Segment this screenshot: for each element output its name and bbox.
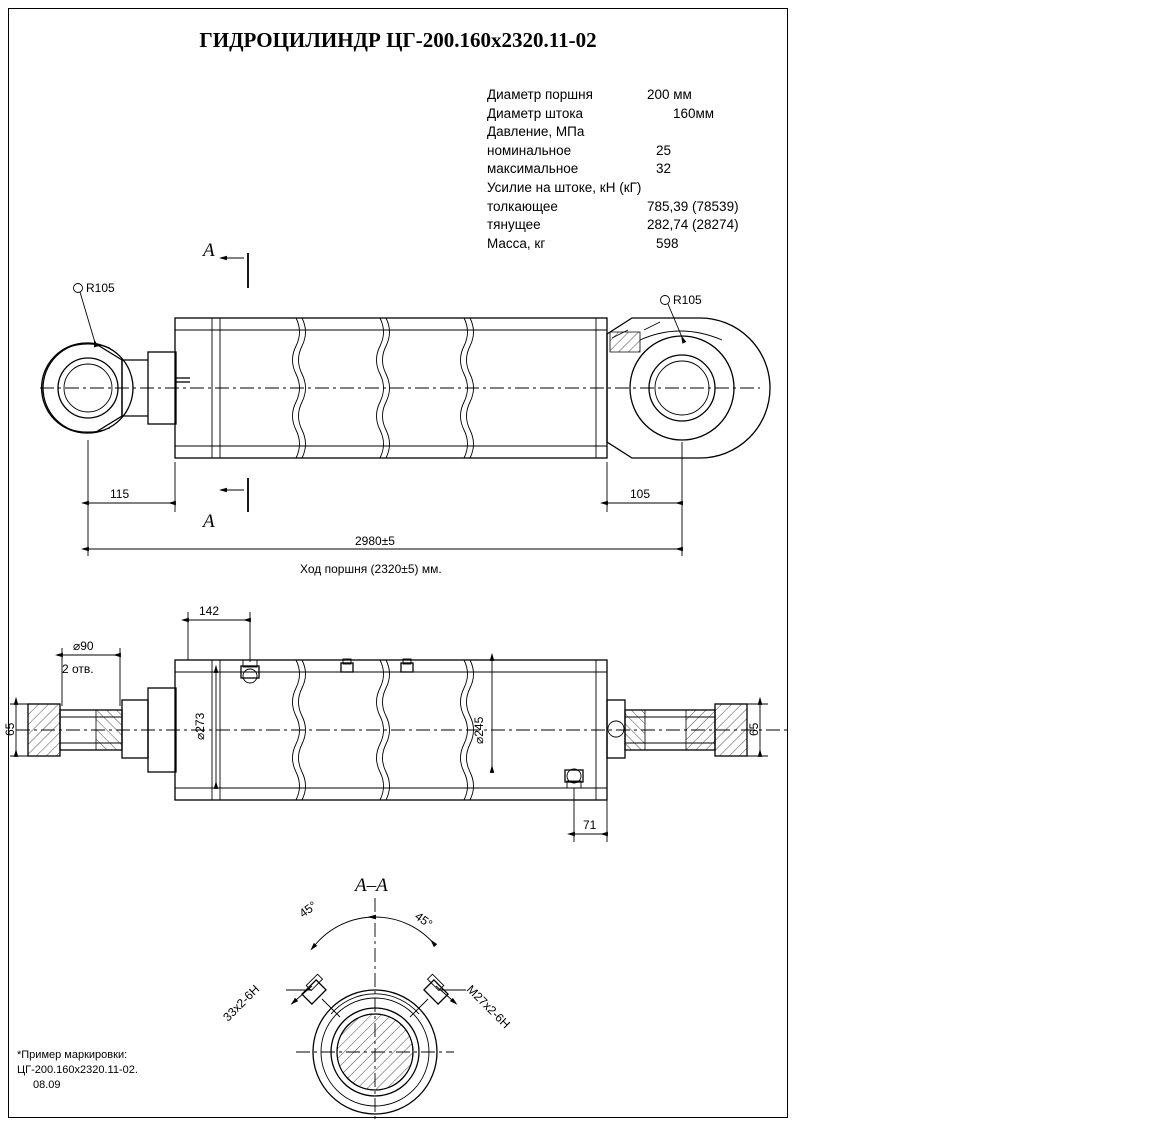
section-mark-a-top — [201, 240, 248, 288]
port-fitting-2 — [341, 659, 353, 672]
spec-key: Давление, МПа — [487, 124, 585, 140]
spec-value: 160мм — [673, 105, 715, 121]
dim-65-right: 65 — [747, 722, 761, 736]
dim-d245: ⌀245 — [472, 716, 486, 744]
note-line-3: 08.09 — [33, 1079, 61, 1091]
view-section-aa — [220, 875, 513, 1120]
section-letter-a-top: A — [203, 240, 215, 261]
dim-142-group — [188, 604, 250, 662]
dim-d273-group — [193, 672, 216, 788]
dim-d245-group — [472, 660, 492, 772]
spec-key: толкающее — [487, 198, 558, 214]
page-title: ГИДРОЦИЛИНДР ЦГ-200.160х2320.11-02 — [199, 28, 597, 52]
spec-key: Усилие на штоке, кН (кГ) — [487, 179, 642, 195]
spec-value: 32 — [656, 161, 672, 177]
spec-value: 282,74 (28274) — [647, 217, 739, 233]
section-letter-a-bottom: A — [203, 511, 215, 532]
section-mark-a-bottom — [201, 478, 248, 532]
spec-value: 200 мм — [647, 87, 692, 102]
dim-65-left: 65 — [3, 722, 17, 736]
spec-key: Диаметр поршня — [487, 87, 593, 102]
stroke-note: Ход поршня (2320±5) мм. — [300, 562, 442, 576]
dim-total-group — [88, 512, 682, 556]
dim-105-group — [607, 442, 682, 512]
spec-key: номинальное — [487, 142, 572, 158]
thread-right-label: М27х2-6Н — [463, 982, 513, 1032]
spec-value: 598 — [656, 235, 679, 251]
dim-2-holes: 2 отв. — [62, 662, 94, 676]
radius-callout-left — [74, 281, 116, 346]
dim-2980: 2980±5 — [355, 534, 395, 548]
spec-value: 25 — [656, 142, 672, 158]
spec-value: 785,39 (78539) — [647, 198, 739, 214]
note-line-2: ЦГ-200.160х2320.11-02. — [17, 1064, 138, 1076]
port-fitting-4 — [565, 769, 583, 788]
angle-45-left: 45° — [296, 898, 320, 921]
dim-142: 142 — [199, 604, 220, 618]
section-title-aa: A–A — [355, 875, 388, 896]
spec-key: тянущее — [487, 217, 541, 233]
port-fitting-1 — [241, 660, 259, 683]
note-line-1: *Пример маркировки: — [17, 1049, 128, 1061]
spec-key: Масса, кг — [487, 235, 546, 251]
dim-65-right-group — [747, 704, 768, 756]
dim-d90-group — [62, 639, 120, 706]
dim-71: 71 — [583, 818, 597, 832]
port-fitting-3 — [401, 659, 413, 672]
dim-71-group — [574, 788, 607, 842]
angle-45-right: 45° — [412, 909, 436, 932]
dim-115: 115 — [110, 487, 130, 501]
dim-105: 105 — [630, 487, 651, 501]
dim-d90: ⌀90 — [73, 639, 94, 653]
view-top-assembly — [40, 240, 770, 576]
thread-left-label: 33х2-6Н — [220, 982, 263, 1025]
spec-key: максимальное — [487, 161, 579, 177]
dim-r105-right: R105 — [673, 293, 702, 307]
dim-r105-left: R105 — [86, 281, 115, 295]
dim-115-group — [88, 440, 175, 512]
spec-key: Диаметр штока — [487, 105, 584, 121]
view-middle-assembly — [3, 604, 790, 842]
dim-d273: ⌀273 — [193, 712, 207, 740]
